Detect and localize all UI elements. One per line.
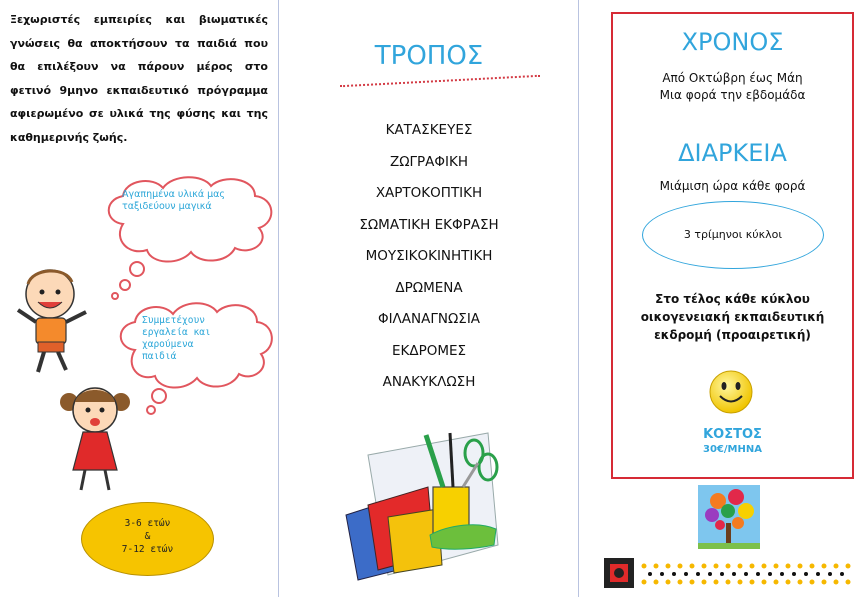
method-item: ΣΩΜΑΤΙΚΗ ΕΚΦΡΑΣΗ [359,216,499,233]
age-group-2: 7-12 ετών [121,544,174,555]
method-item: ΕΚΔΡΟΜΕΣ [391,342,467,359]
methods-list [280,118,578,402]
excursion-line-1: Στο τέλος κάθε κύκλου [655,292,810,306]
method-item: ΔΡΩΜΕΝΑ [395,279,463,296]
excursion-line-2: οικογενειακή εκπαιδευτική [640,310,825,324]
method-item: ΖΩΓΡΑΦΙΚΗ [389,153,469,170]
cloud-caption-1: Αγαπημένα υλικά μας ταξιδεύουν μαγικά [122,189,225,212]
cycles-ellipse [642,201,824,269]
info-frame [611,12,854,479]
method-item: ΚΑΤΑΣΚΕΥΕΣ [385,122,473,138]
middle-panel [280,0,578,597]
smiley-icon [708,369,754,415]
time-line-2: Μια φορά την εβδομάδα [659,88,806,102]
boy-illustration [8,262,108,382]
dotted-divider [340,75,540,89]
age-group-1: 3-6 ετών [124,518,171,529]
dotted-corner-decoration [600,552,865,597]
duration-text: Μιάμιση ώρα κάθε φορά [659,179,806,193]
cost-title: ΚΟΣΤΟΣ [703,427,762,442]
duration-title: ΔΙΑΡΚΕΙΑ [678,139,787,167]
method-item: ΦΙΛΑΝΑΓΝΩΣΙΑ [377,311,481,327]
cycles-text: 3 τρίμηνοι κύκλοι [683,228,783,241]
time-line-1: Από Οκτώβρη έως Μάη [662,71,803,85]
girl-illustration [55,380,135,495]
method-item: ΜΟΥΣΙΚΟΚΙΝΗΤΙΚΗ [365,248,493,264]
excursion-line-3: εκδρομή (προαιρετική) [654,328,811,342]
tree-logo-icon [698,485,760,549]
method-item: ΑΝΑΚΥΚΛΩΣΗ [382,374,476,390]
methods-title: ΤΡΟΠΟΣ [374,41,484,71]
panel-divider-2 [578,0,579,597]
intro-paragraph: Ξεχωριστές εμπειρίες και βιωματικές γνώσεις θα αποκτήσουν τα παιδιά που θα επιλέξουν να πάρουν μέρος στο φετινό 9μηνο εκπαιδευτικό πρόγραμμα αφιερωμένο σε υλικά της φύσης και της καθημερινής ζωής. [10,13,268,144]
left-panel [0,0,278,597]
method-item: ΧΑΡΤΟΚΟΠΤΙΚΗ [375,185,483,201]
cloud-caption-2: Συμμετέχουν εργαλεία και χαρούμενα παιδιά [142,315,211,362]
art-supplies-illustration [338,425,513,585]
age-ampersand: & [144,531,151,542]
time-title: ΧΡΟΝΟΣ [681,28,784,56]
cost-value: 30€/ΜΗΝΑ [703,444,762,455]
age-groups-ellipse [81,502,214,576]
